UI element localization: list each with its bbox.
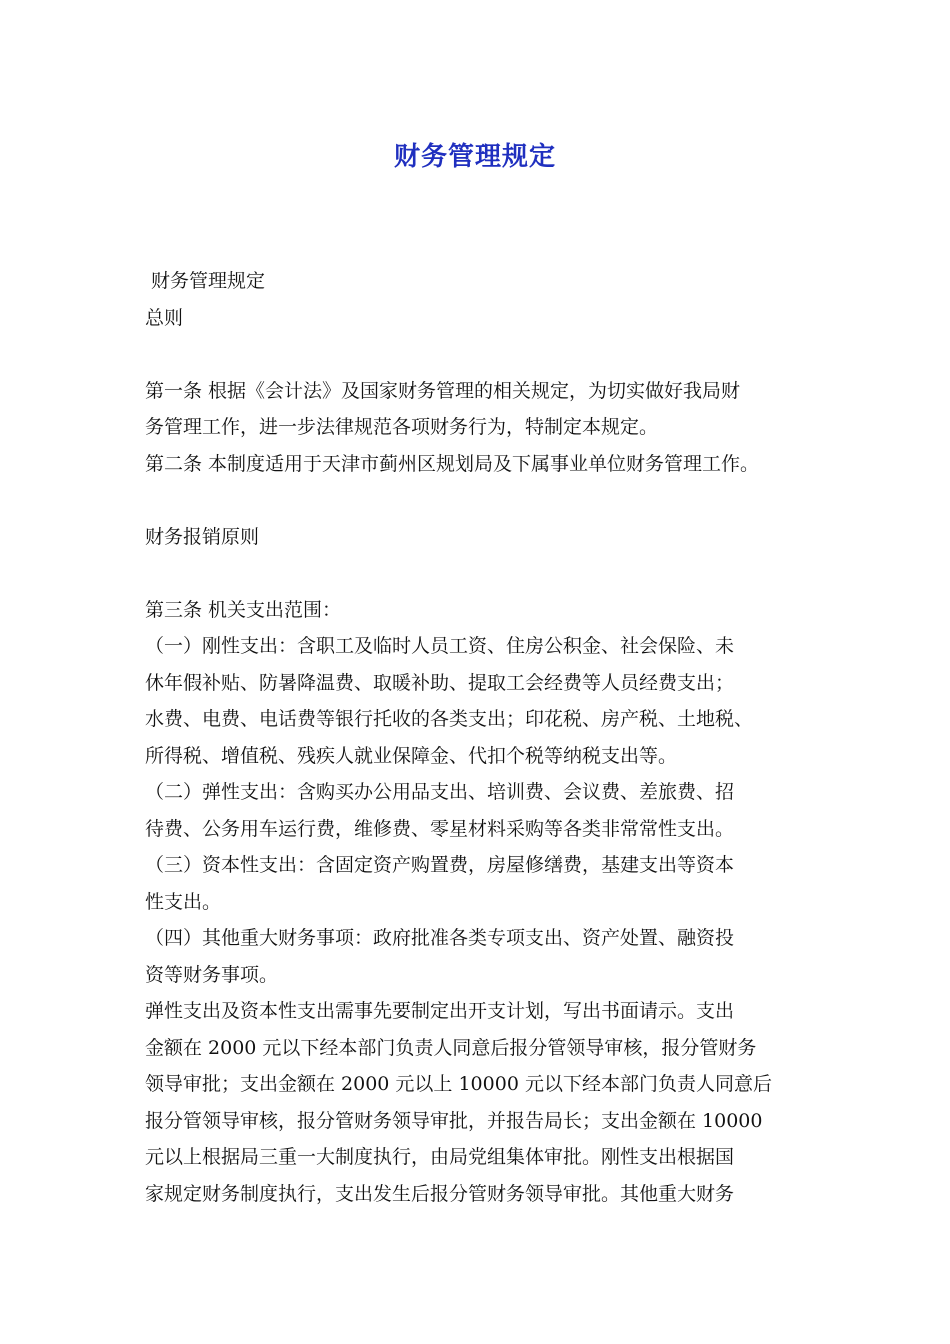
article-3-heading: 第三条 机关支出范围： (145, 598, 342, 621)
text-line: （四）其他重大财务事项：政府批准各类专项支出、资产处置、融资投 (145, 927, 735, 949)
text-line: 所得税、增值税、残疾人就业保障金、代扣个税等纳税支出等。 (145, 744, 678, 767)
page-title: 财务管理规定 (393, 142, 556, 172)
text-line: 报分管领导审核，报分管财务领导审批，并报告局长；支出金额在 10000 (145, 1109, 763, 1132)
text-line: 水费、电费、电话费等银行托收的各类支出；印花税、房产税、土地税、 (145, 708, 754, 730)
article-1-line-2: 务管理工作，进一步法律规范各项财务行为，特制定本规定。 (145, 416, 659, 438)
subtitle-line: 财务管理规定 (151, 270, 266, 292)
text-line: （二）弹性支出：含购买办公用品支出、培训费、会议费、差旅费、招 (145, 781, 735, 803)
blank-line (145, 555, 825, 592)
text-line: 弹性支出及资本性支出需事先要制定出开支计划，写出书面请示。支出 (145, 1000, 735, 1022)
blank-line (145, 336, 825, 373)
text-line: （三）资本性支出：含固定资产购置费，房屋修缮费，基建支出等资本 (145, 854, 735, 876)
text-line: 元以上根据局三重一大制度执行，由局党组集体审批。刚性支出根据国 (145, 1146, 735, 1168)
document-body (145, 263, 825, 1212)
blank-line (145, 482, 825, 519)
text-line: 休年假补贴、防暑降温费、取暖补助、提取工会经费等人员经费支出； (145, 671, 735, 694)
text-line: 家规定财务制度执行，支出发生后报分管财务领导审批。其他重大财务 (145, 1182, 735, 1205)
text-line: （一）刚性支出：含职工及临时人员工资、住房公积金、社会保险、未 (145, 635, 735, 657)
article-2-line-1: 第二条 本制度适用于天津市蓟州区规划局及下属事业单位财务管理工作。 (145, 452, 760, 475)
text-line: 资等财务事项。 (145, 963, 279, 986)
section-heading-reimbursement: 财务报销原则 (145, 525, 260, 548)
article-1-line-1: 第一条 根据《会计法》及国家财务管理的相关规定，为切实做好我局财 (145, 379, 741, 402)
text-line: 性支出。 (145, 890, 222, 913)
text-line: 领导审批；支出金额在 2000 元以上 10000 元以下经本部门负责人同意后 (145, 1073, 772, 1095)
section-heading-general: 总则 (145, 306, 184, 329)
text-line: 待费、公务用车运行费，维修费、零星材料采购等各类非常常性支出。 (145, 817, 735, 840)
text-line: 金额在 2000 元以下经本部门负责人同意后报分管领导审核，报分管财务 (145, 1036, 757, 1059)
